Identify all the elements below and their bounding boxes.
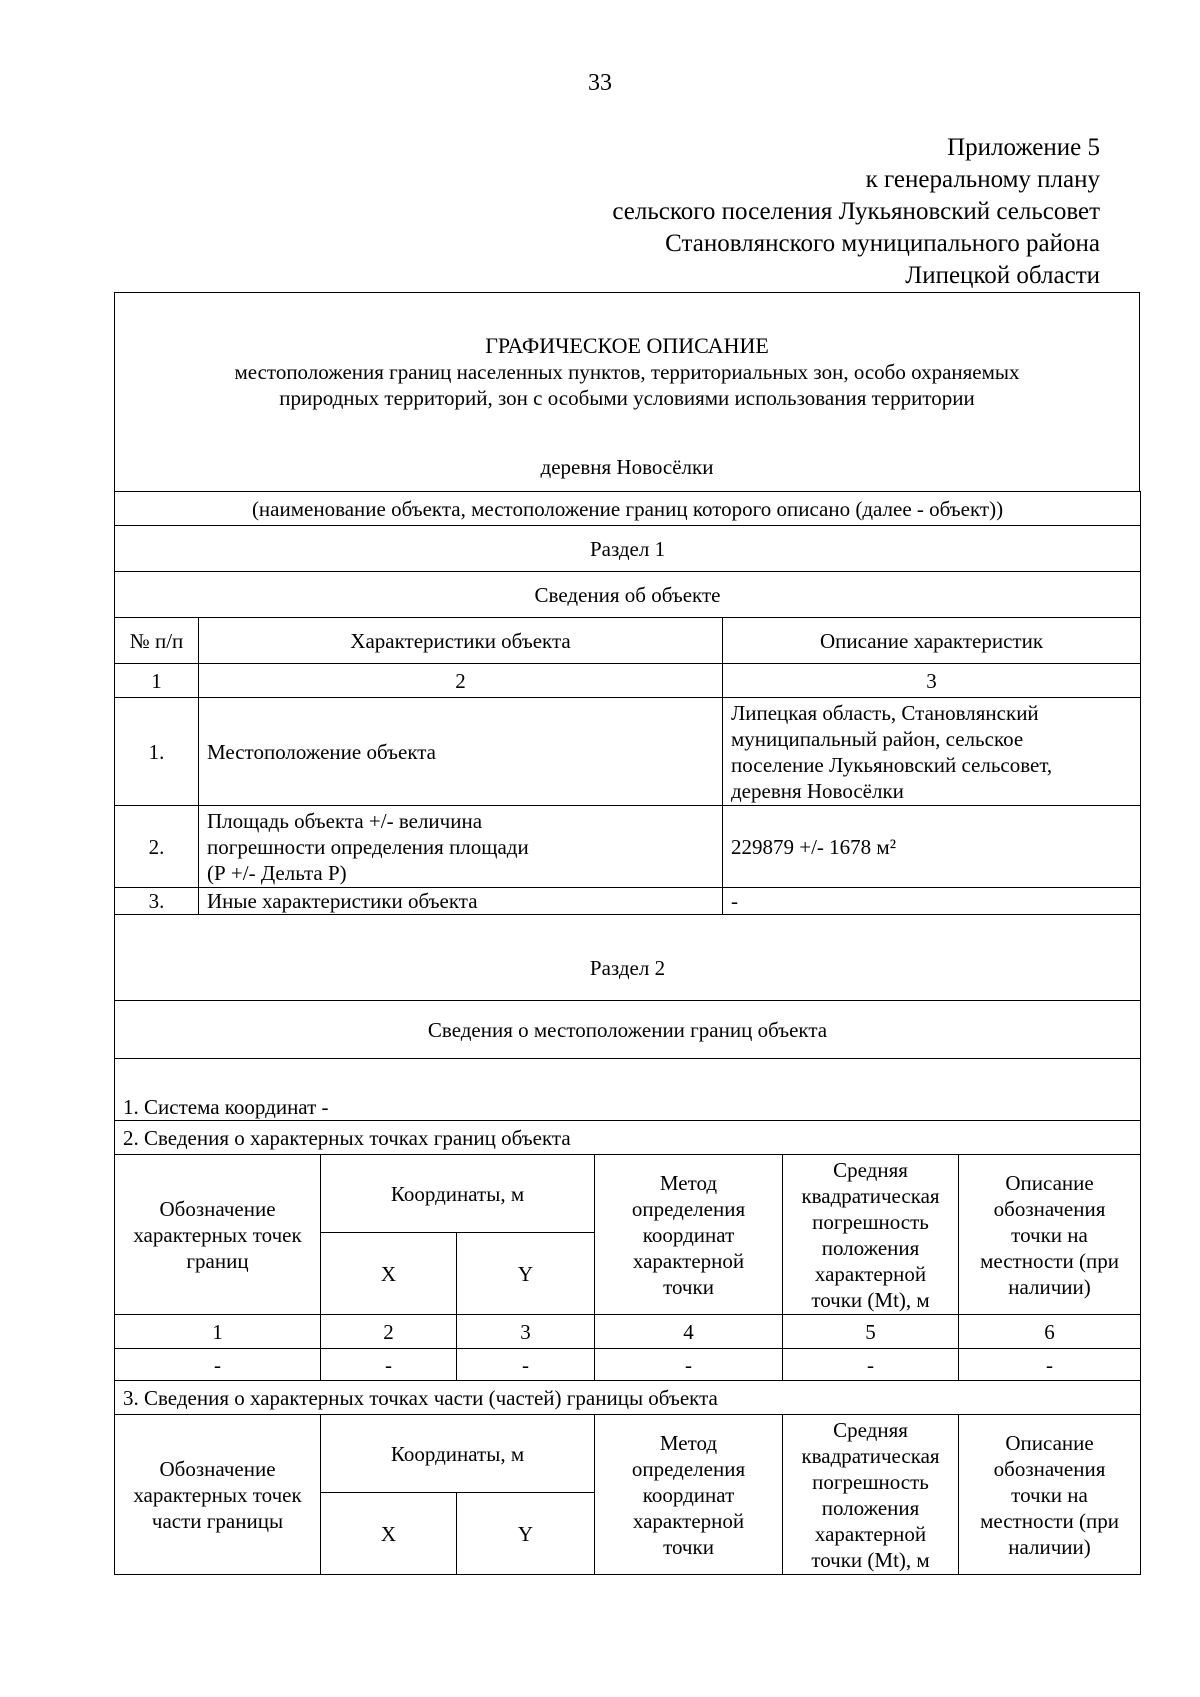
empty-cell: - (783, 1349, 959, 1381)
appendix-line: сельского поселения Лукьяновский сельсовет (612, 198, 1100, 225)
characteristic-line: погрешности определения площади (207, 834, 529, 859)
header-line: характерной (632, 1248, 745, 1273)
column-number: 2 (321, 1315, 457, 1349)
header-location (959, 1415, 1141, 1575)
characteristic-line: Площадь объекта +/- величина (207, 808, 483, 833)
empty-cell: - (321, 1349, 457, 1381)
header-line: Средняя (833, 1157, 908, 1182)
empty-cell: - (595, 1349, 783, 1381)
header-line: координат (642, 1222, 735, 1247)
header-line: обозначения (993, 1456, 1106, 1481)
header-line: точки (663, 1274, 714, 1299)
parts-title: 3. Сведения о характерных точках части (частей) границы объекта (115, 1381, 1141, 1415)
header-line: координат (642, 1482, 735, 1507)
appendix-line: Становлянского муниципального района (665, 230, 1100, 257)
header-line: Средняя (833, 1417, 908, 1442)
header-location (959, 1155, 1141, 1315)
header-line: Описание (1005, 1430, 1094, 1455)
header-method (595, 1415, 783, 1575)
header-line: определения (631, 1196, 746, 1221)
column-number: 4 (595, 1315, 783, 1349)
header-line: Метод (659, 1170, 718, 1195)
column-number: 1 (115, 664, 199, 698)
header-line: наличии) (1008, 1534, 1091, 1559)
header-line: характерной (632, 1508, 745, 1533)
appendix-block (612, 132, 1100, 292)
header-line: точки (Mt), м (811, 1287, 930, 1312)
column-number: 3 (457, 1315, 595, 1349)
header-line: Метод (659, 1430, 718, 1455)
header-line: точки на (1011, 1482, 1088, 1507)
header-line: точки (663, 1534, 714, 1559)
subtitle-line: природных территорий, зон с особыми условиями использования территории (279, 386, 975, 410)
header-line: определения (631, 1456, 746, 1481)
column-number: 2 (199, 664, 723, 698)
document-subtitle (115, 359, 1139, 411)
document-title: ГРАФИЧЕСКОЕ ОПИСАНИЕ (485, 333, 769, 358)
header-box (114, 292, 1140, 492)
header-line: части границы (151, 1508, 284, 1533)
row-description: 229879 +/- 1678 м² (723, 806, 1141, 888)
row-characteristic (199, 806, 723, 888)
row-description: - (723, 888, 1141, 915)
page-number: 33 (588, 70, 612, 96)
header-y: Y (457, 1493, 595, 1575)
header-line: точки (Mt), м (811, 1547, 930, 1572)
header-line: обозначения (993, 1196, 1106, 1221)
section1-table (114, 491, 1141, 915)
header-method (595, 1155, 783, 1315)
header-line: местности (при (980, 1248, 1119, 1273)
column-number: 3 (723, 664, 1141, 698)
header-designation-parts (115, 1415, 321, 1575)
header-error (783, 1415, 959, 1575)
section2-subtitle: Сведения о местоположении границ объекта (115, 1001, 1141, 1059)
row-number: 1. (115, 698, 199, 806)
points-table (114, 1154, 1141, 1575)
object-caption: (наименование объекта, местоположение границ которого описано (далее - объект)) (115, 492, 1141, 526)
table-row (115, 806, 1141, 888)
appendix-line: Липецкой области (905, 262, 1100, 289)
row-characteristic: Иные характеристики объекта (199, 888, 723, 915)
column-number: 5 (783, 1315, 959, 1349)
header-line: положения (821, 1235, 920, 1260)
header-line: погрешность (812, 1469, 929, 1494)
header-line: характерных точек (133, 1482, 302, 1507)
row-description (723, 698, 1141, 806)
row-number: 3. (115, 888, 199, 915)
header-line: границ (186, 1248, 249, 1273)
section2-table (114, 914, 1141, 1155)
header-line: характерных точек (133, 1222, 302, 1247)
section1-subtitle: Сведения об объекте (115, 572, 1141, 618)
header-error (783, 1155, 959, 1315)
header-line: местности (при (980, 1508, 1119, 1533)
description-line: поселение Лукьяновский сельсовет, (731, 752, 1053, 777)
header-line: положения (821, 1495, 920, 1520)
header-line: квадратическая (801, 1443, 940, 1468)
header-line: Описание (1005, 1170, 1094, 1195)
appendix-line: к генеральному плану (865, 166, 1100, 193)
header-line: погрешность (812, 1209, 929, 1234)
coordinate-system: 1. Система координат - (115, 1059, 1141, 1121)
column-header-description: Описание характеристик (723, 618, 1141, 664)
table-row (115, 1349, 1141, 1381)
header-coordinates: Координаты, м (321, 1415, 595, 1493)
column-number: 1 (115, 1315, 321, 1349)
empty-cell: - (457, 1349, 595, 1381)
header-x: X (321, 1233, 457, 1315)
description-line: деревня Новосёлки (731, 778, 904, 803)
section2-title: Раздел 2 (115, 915, 1141, 1001)
header-x: X (321, 1493, 457, 1575)
empty-cell: - (115, 1349, 321, 1381)
header-y: Y (457, 1233, 595, 1315)
header-line: точки на (1011, 1222, 1088, 1247)
header-line: характерной (814, 1521, 927, 1546)
column-header-characteristic: Характеристики объекта (199, 618, 723, 664)
characteristic-line: (Р +/- Дельта Р) (207, 860, 347, 885)
description-line: Липецкая область, Становлянский (731, 700, 1039, 725)
header-line: наличии) (1008, 1274, 1091, 1299)
empty-cell: - (959, 1349, 1141, 1381)
header-line: Обозначение (159, 1196, 276, 1221)
header-designation (115, 1155, 321, 1315)
row-characteristic: Местоположение объекта (199, 698, 723, 806)
section1-title: Раздел 1 (115, 526, 1141, 572)
table-row (115, 698, 1141, 806)
header-coordinates: Координаты, м (321, 1155, 595, 1233)
table-row (115, 888, 1141, 915)
subtitle-line: местоположения границ населенных пунктов, территориальных зон, особо охраняемых (234, 360, 1020, 384)
column-number: 6 (959, 1315, 1141, 1349)
header-line: характерной (814, 1261, 927, 1286)
row-number: 2. (115, 806, 199, 888)
header-line: Обозначение (159, 1456, 276, 1481)
object-name: деревня Новосёлки (540, 455, 714, 479)
column-header-num: № п/п (115, 618, 199, 664)
header-line: квадратическая (801, 1183, 940, 1208)
appendix-line: Приложение 5 (947, 134, 1100, 161)
description-line: муниципальный район, сельское (731, 726, 1024, 751)
points-title: 2. Сведения о характерных точках границ объекта (115, 1121, 1141, 1155)
